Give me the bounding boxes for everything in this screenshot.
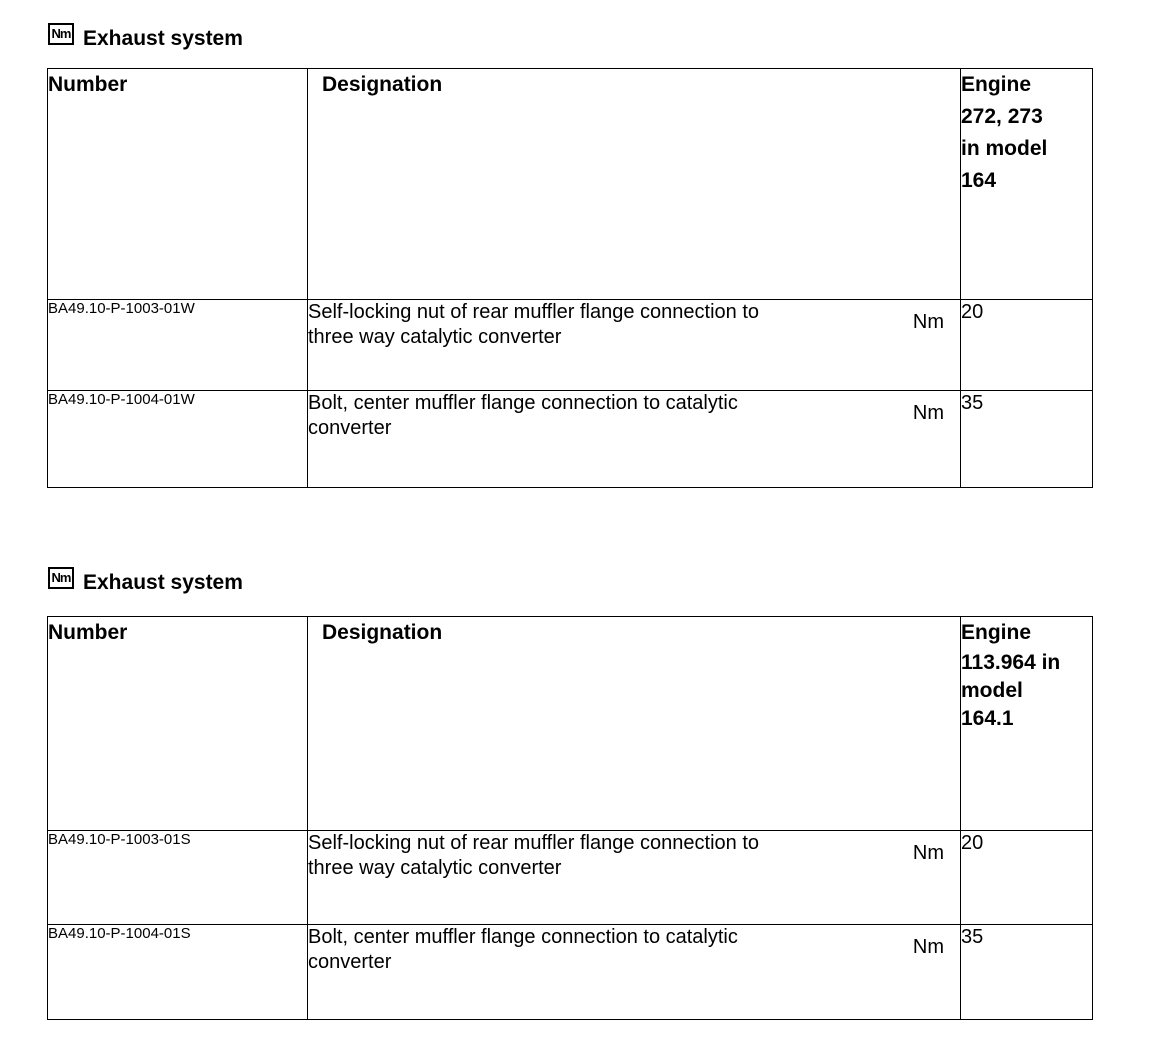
row-designation: Self-locking nut of rear muffler flange connection to three way catalytic converter	[308, 832, 759, 879]
table-row	[48, 300, 1093, 391]
header-engine	[961, 617, 1093, 831]
section-title: Exhaust system	[83, 27, 243, 50]
row-value: 35	[961, 925, 1093, 1020]
row-unit: Nm	[912, 842, 944, 864]
row-unit: Nm	[912, 311, 944, 333]
table-header-row	[48, 617, 1093, 831]
section-heading	[48, 571, 243, 595]
row-designation-cell	[308, 925, 961, 1020]
header-engine	[961, 69, 1093, 300]
row-designation: Self-locking nut of rear muffler flange connection to three way catalytic converter	[308, 301, 759, 348]
engine-line: 113.964 in	[961, 651, 1061, 674]
header-number: Number	[48, 617, 308, 831]
section-title: Exhaust system	[83, 571, 243, 594]
row-unit: Nm	[912, 402, 944, 424]
row-designation-cell	[308, 831, 961, 925]
row-value: 20	[961, 831, 1093, 925]
row-designation: Bolt, center muffler flange connection to catalytic converter	[308, 926, 738, 973]
row-value: 20	[961, 300, 1093, 391]
torque-table	[47, 68, 1093, 488]
row-designation-cell	[308, 300, 961, 391]
engine-line: 164.1	[961, 707, 1014, 730]
row-designation: Bolt, center muffler flange connection to catalytic converter	[308, 392, 738, 439]
row-designation-cell	[308, 391, 961, 488]
row-number: BA49.10-P-1003-01S	[48, 831, 308, 925]
row-value: 35	[961, 391, 1093, 488]
row-number: BA49.10-P-1003-01W	[48, 300, 308, 391]
section-heading	[48, 27, 243, 51]
torque-table	[47, 616, 1093, 1020]
table-row	[48, 391, 1093, 488]
engine-line: model	[961, 679, 1023, 702]
header-number: Number	[48, 69, 308, 300]
row-unit: Nm	[912, 936, 944, 958]
table-header-row	[48, 69, 1093, 300]
engine-line: 164	[961, 169, 997, 192]
header-designation: Designation	[308, 69, 961, 300]
table-row	[48, 925, 1093, 1020]
table-row	[48, 831, 1093, 925]
nm-torque-icon: Nm	[48, 567, 74, 589]
row-number: BA49.10-P-1004-01W	[48, 391, 308, 488]
nm-torque-icon: Nm	[48, 23, 74, 45]
engine-label: Engine	[961, 73, 1032, 96]
header-designation: Designation	[308, 617, 961, 831]
row-number: BA49.10-P-1004-01S	[48, 925, 308, 1020]
engine-line: in model	[961, 137, 1048, 160]
engine-line: 272, 273	[961, 105, 1043, 128]
engine-label: Engine	[961, 621, 1032, 644]
